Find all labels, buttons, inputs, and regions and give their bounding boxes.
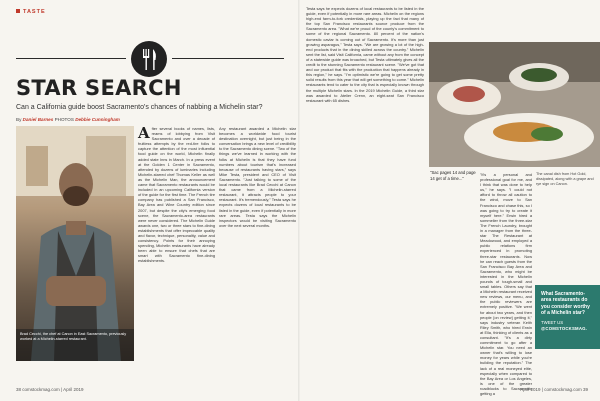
photographer-name: Debbie Cunningham — [75, 117, 120, 122]
social-promo-box — [535, 285, 600, 349]
body-column-4: "It's a personal and professional goal for me, and I think that was done to help us," he says. "I could not afford to throw all caution to the wind, move to San Francisco and chase this, so I was going to try to create it myself here." Erwin hired a sommelier from the three-star The French Laundry, brought in a manager from the three-star The Restaurant at Meadowood, and employed a public relations firm experienced in promoting three-star restaurants. Now he can reach guests from the San Francisco Bay Area and Sacramento, who might be interested in the Michelin pounds of tough-small and small tables. Others say that a Michelin restaurant received new reviews, our menu, and the public reviewers are extremely positive. "We went for about two years, and then people [on review] getting it," says industry veteran Keith Riley Smith, who hired Erwin at Ella, thinking of clients as a consultant. "It's a dirty commitment to go after a Michelin star. You need an owner that's willing to lose money for years while you're building the reputation." The lack of a real moneyed elite, especially when compared to the Bay Area or Los Angeles, is one of the greater roadblocks to Sacramento getting a — [480, 172, 532, 397]
headline: STAR SEARCH — [16, 76, 182, 100]
body-column-3: Testa says he expects dozens of local restaurants to be listed in the guide, even if potentially in more rare areas. Michelin on the regions high-end farm-to-fork credentials, playing up the fact that many of the top San Francisco restaurants source produce from the Sacramento area. "What we're proud of the county's commitment to some of the regional Sacramento. 80 percent of the nation's domestic caviar is coming out of Sacramento. It's more than just growing asparagus," Testa says. "We are growing a lot of the high-end products that in the dining skilled across the country." Michelin sent the list, said Visit California, came without any from the concept of a statewide guide was broached, but Testa ultimately gives all the credit to the stunning Sacramento restaurant scene. "We've got that and our product that fits with the production that happens already in this region," he says. "I'm optimistic we're going to get some pretty solid results from this year that will get something to come." Michelin restaurants tend to cater to the city that is especially known through the multiple Michelin stars. In the 2019 Michelin Guide, a third star was awarded to Atelier Crenn, an eight-seat San Francisco restaurant with 65 dishes. — [306, 6, 424, 103]
drop-cap: A — [138, 124, 150, 142]
fork-knife-icon — [130, 40, 168, 78]
promo-prompt: TWEET US — [541, 320, 564, 326]
author-name: Daniel Barnes — [22, 117, 54, 122]
byline-prefix: By — [16, 117, 22, 122]
body-column-2: Any restaurant awarded a Michelin star becomes a worldwide food tourist destination overnight, but just being in the conversation brings a new level of credibility to the Sacramento dining scene. "Two of the things we've learned in working with the folks at Michelin is that they have fund numbers about tourism that's increased because of restaurants having stars," says Mike Testa, president and CEO of Visit Sacramento. "Just talking to some of the local restaurants like Brad Cecchi at Canon that came from a Michelin-starred restaurant, it attracts people to your restaurant. It's tremendously," Testa says he expects dozens of local restaurants to be listed in the guide, even if potentially in more rare areas. Testa says the Michelin inspectors would be visiting Sacramento over the next several months. — [219, 126, 296, 228]
folio-left: 38 comstockmag.com | April 2019 — [16, 387, 84, 392]
food-photo-caption: The canal dish from Hot Gold, dissipated, along with a grape and rye sign on Canon. — [536, 172, 594, 186]
promo-question: What Sacramento-area restaurants do you consider worthy of a Michelin star? — [541, 291, 590, 316]
pull-quote: "Sac pages 14 and page 14 get of a time..." — [430, 170, 476, 181]
promo-tweet-line — [541, 320, 594, 331]
photo-caption: Brad Cecchi, the chef at Canon in East Sacramento, previously worked at a Michelin-starred restaurant. — [16, 329, 134, 361]
folio-right: April 2019 | comstockmag.com 39 — [520, 387, 588, 392]
chef-photo — [16, 126, 134, 361]
section-label — [16, 9, 46, 15]
photos-label: PHOTOS — [54, 117, 74, 122]
dek: Can a California guide boost Sacramento's chances of nabbing a Michelin star? — [16, 104, 263, 111]
header-rule-left — [16, 58, 126, 59]
right-page — [300, 0, 600, 401]
byline — [16, 117, 120, 122]
twitter-handle[interactable]: @COMSTOCKSMAG. — [541, 325, 588, 331]
section-label-text: TASTE — [23, 9, 46, 15]
header-rule-right — [172, 58, 284, 59]
column-1-text: fter several books of names, lists, reams of lobbying from Visit Sacramento and over a decade of fruitless attempts by the red-tire folks to capture the attention of the most influential food guide on the world, Michelin finally added state Inns in March. In a press event at the Golden 1 Center in Sacramento, attended by dozens of luminaries including Michelin-starred chef Thomas Keller as well as the Michelin Man, the announcement came that Sacramento restaurants would be included in an upcoming California version of the guide for the first time. The French tire company has published a San Francisco, Bay Area and Wine Country edition since 2007, but despite the city's emerging food scene, the Sacramento-area restaurants were never considered. The Michelin Guide awards one, two or three stars to fine-dining establishments that offer impeccable quality and flavor, technique, personality, value and consistency. Points for their annoying spending, Michelin restaurants have already been able to ensure that chefs that are smart with Sacramento fine-dining establishments. — [138, 126, 215, 264]
body-column-1 — [138, 126, 215, 386]
food-photo — [429, 42, 600, 167]
section-marker — [16, 9, 20, 13]
